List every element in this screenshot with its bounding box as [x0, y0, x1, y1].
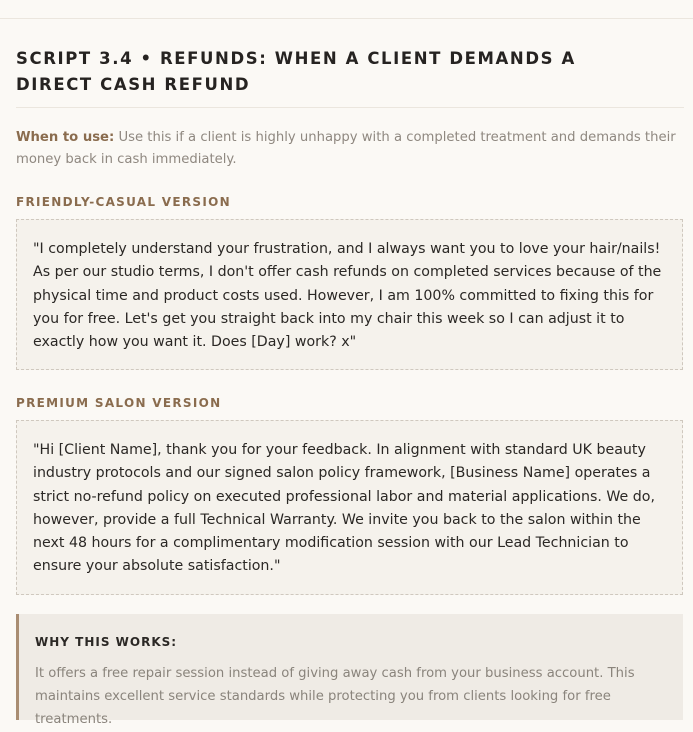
why-this-works-text: It offers a free repair session instead of giving away cash from your business account. This maintains excellent service standards while protecting you from clients looking for free treatments.	[35, 666, 635, 727]
premium-script-box	[16, 420, 683, 595]
friendly-script-text: "I completely understand your frustration, and I always want you to love your hair/nails! As per our studio terms, I don't offer cash refunds on completed services because of the physical time and product costs used. However, I am 100% committed to fixing this for you for free. Let's get you straight back into my chair this week so I can adjust it to exactly how you want it. Does [Day] work? x"	[33, 241, 662, 351]
premium-version-heading: PREMIUM SALON VERSION	[16, 396, 222, 410]
when-to-use-label: When to use:	[16, 130, 115, 145]
title-divider	[16, 107, 684, 108]
page-title: SCRIPT 3.4 • REFUNDS: WHEN A CLIENT DEMANDS A DIRECT CASH REFUND	[16, 49, 576, 94]
why-this-works-callout	[16, 614, 683, 727]
when-to-use-text: Use this if a client is highly unhappy with a completed treatment and demands their money back in cash immediately.	[16, 130, 676, 167]
why-this-works-heading: WHY THIS WORKS:	[35, 635, 178, 649]
friendly-version-heading: FRIENDLY-CASUAL VERSION	[16, 195, 231, 209]
top-divider	[0, 18, 693, 19]
friendly-script-box	[16, 219, 683, 370]
when-to-use	[16, 127, 688, 171]
premium-script-text: "Hi [Client Name], thank you for your feedback. In alignment with standard UK beauty industry protocols and our signed salon policy framework, [Business Name] operates a strict no-refund policy on executed professional labor and material applications. We do, however, provide a full Technical Warranty. We invite you back to the salon within the next 48 hours for a complimentary modification session with our Lead Technician to ensure your absolute satisfaction."	[33, 442, 655, 575]
